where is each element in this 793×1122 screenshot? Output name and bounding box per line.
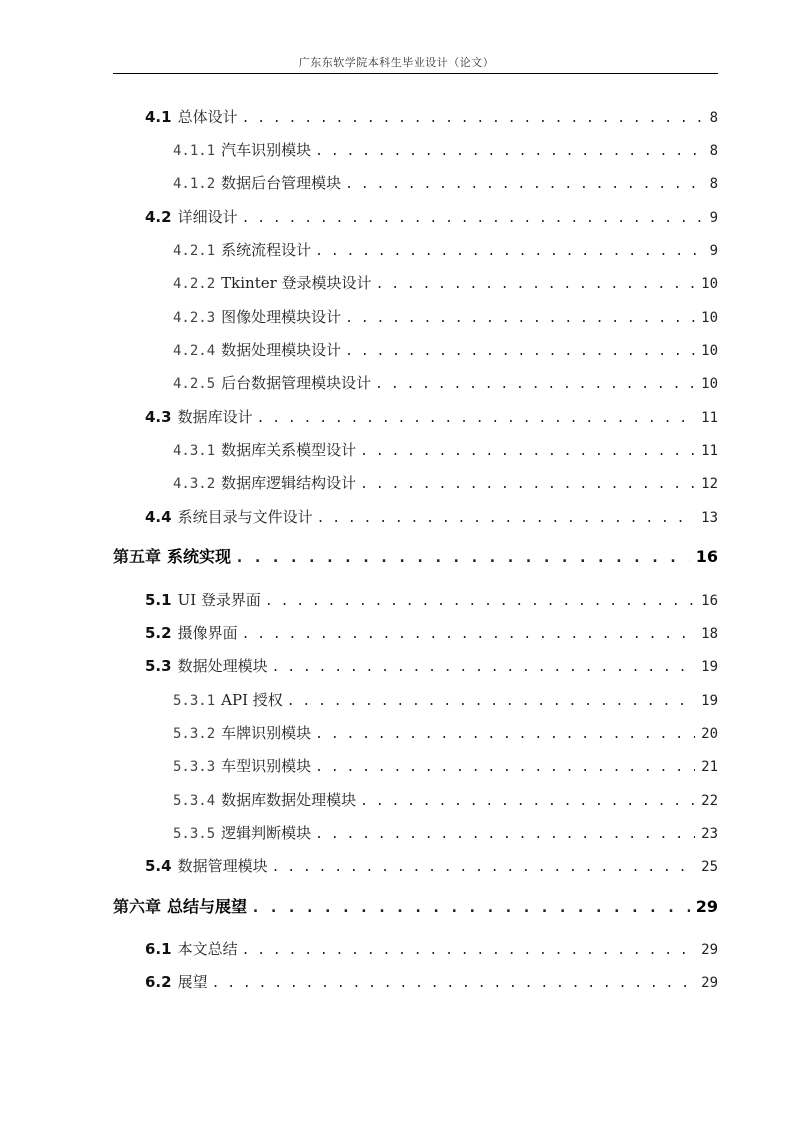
toc-title: API 授权: [221, 691, 283, 709]
toc-page: 19: [701, 693, 718, 709]
toc-page: 29: [701, 975, 718, 991]
toc-leader: [376, 273, 696, 297]
toc-chapter-title: 系统实现: [167, 547, 232, 566]
toc-leader: [345, 307, 695, 331]
toc-title: 逻辑判断模块: [221, 824, 312, 842]
toc-chapter-title: 总结与展望: [167, 897, 248, 916]
toc-leader: [360, 790, 695, 814]
toc-title: 车型识别模块: [221, 757, 312, 775]
toc-number: 5.3.3: [173, 759, 216, 775]
toc-chapter-number: 第六章: [113, 897, 162, 916]
toc-entry[interactable]: [145, 105, 718, 129]
toc-title: 数据处理模块设计: [221, 341, 342, 359]
toc-page: 12: [701, 476, 718, 492]
toc-page: 23: [701, 826, 718, 842]
toc-leader: [360, 440, 695, 464]
toc-page: 22: [701, 793, 718, 809]
toc-number: 5.4: [145, 857, 172, 875]
toc-entry[interactable]: [145, 654, 718, 678]
toc-leader: [315, 140, 703, 164]
toc-title: 详细设计: [177, 208, 238, 226]
toc-entry[interactable]: [173, 754, 718, 778]
toc-number: 4.1.1: [173, 143, 216, 159]
toc-leader: [317, 507, 696, 531]
toc-entry[interactable]: [145, 405, 718, 429]
toc-leader: [235, 545, 690, 569]
toc-leader: [242, 939, 696, 963]
toc-chapter-entry[interactable]: [113, 895, 718, 919]
toc-entry[interactable]: [145, 505, 718, 529]
toc-title: 数据后台管理模块: [221, 174, 342, 192]
toc-title: 数据库逻辑结构设计: [221, 474, 357, 492]
toc-number: 5.3.2: [173, 726, 216, 742]
toc-number: 5.1: [145, 591, 172, 609]
toc-number: 4.3: [145, 408, 172, 426]
toc-number: 4.1: [145, 108, 172, 126]
toc-leader: [287, 690, 695, 714]
toc-number: 4.3.2: [173, 476, 216, 492]
toc-chapter-entry[interactable]: [113, 545, 718, 569]
toc-leader: [265, 590, 695, 614]
toc-entry[interactable]: [173, 371, 718, 395]
toc-page: 8: [709, 110, 718, 126]
toc-entry[interactable]: [145, 205, 718, 229]
toc-number: 5.3: [145, 657, 172, 675]
toc-title: 总体设计: [177, 108, 238, 126]
toc-title: 系统目录与文件设计: [177, 508, 313, 526]
toc-title: UI 登录界面: [177, 591, 261, 609]
toc-number: 4.2.2: [173, 276, 216, 292]
toc-page: 8: [709, 143, 718, 159]
toc-leader: [345, 340, 695, 364]
toc-entry[interactable]: [173, 238, 718, 262]
toc-leader: [375, 373, 695, 397]
toc-page: 9: [709, 210, 718, 226]
toc-title: 后台数据管理模块设计: [221, 374, 372, 392]
toc-title: 数据库数据处理模块: [221, 791, 357, 809]
toc-entry[interactable]: [145, 588, 718, 612]
toc-leader: [257, 407, 696, 431]
toc-page: 13: [701, 510, 718, 526]
toc-title: 汽车识别模块: [221, 141, 312, 159]
toc-leader: [272, 656, 696, 680]
toc-title: 数据库关系模型设计: [221, 441, 357, 459]
toc-number: 4.2: [145, 208, 172, 226]
toc-page: 10: [701, 376, 718, 392]
toc-entry[interactable]: [145, 937, 718, 961]
toc-entry[interactable]: [173, 438, 718, 462]
toc-entry[interactable]: [173, 338, 718, 362]
toc-page: 18: [701, 626, 718, 642]
toc-entry[interactable]: [173, 471, 718, 495]
toc-leader: [272, 856, 696, 880]
toc-leader: [251, 895, 690, 919]
toc-leader: [242, 207, 704, 231]
toc-title: 展望: [177, 973, 208, 991]
toc-leader: [315, 823, 695, 847]
toc-entry[interactable]: [173, 721, 718, 745]
toc-chapter-number: 第五章: [113, 547, 162, 566]
toc-leader: [345, 173, 703, 197]
toc-page: 11: [701, 443, 718, 459]
toc-entry[interactable]: [145, 621, 718, 645]
toc-entry[interactable]: [173, 171, 718, 195]
toc-number: 5.3.4: [173, 793, 216, 809]
toc-page: 11: [701, 410, 718, 426]
toc-entry[interactable]: [145, 854, 718, 878]
toc-number: 4.1.2: [173, 176, 216, 192]
toc-title: 摄像界面: [177, 624, 238, 642]
page-header: 广东东软学院本科生毕业设计（论文）: [298, 56, 495, 69]
toc-title: 数据管理模块: [177, 857, 268, 875]
toc-page: 29: [701, 942, 718, 958]
toc-title: 数据处理模块: [177, 657, 268, 675]
toc-number: 4.2.5: [173, 376, 216, 392]
toc-number: 6.2: [145, 973, 172, 991]
toc-leader: [212, 972, 696, 996]
toc-page: 16: [701, 593, 718, 609]
toc-title: 数据库设计: [177, 408, 253, 426]
toc-page: 9: [709, 243, 718, 259]
toc-title: 系统流程设计: [221, 241, 312, 259]
toc-leader: [360, 473, 695, 497]
toc-number: 5.3.5: [173, 826, 216, 842]
toc-number: 5.3.1: [173, 693, 216, 709]
toc-number: 4.2.3: [173, 310, 216, 326]
toc-number: 4.4: [145, 508, 172, 526]
toc-title: 图像处理模块设计: [221, 308, 342, 326]
toc-page: 10: [701, 276, 718, 292]
toc-page: 21: [701, 759, 718, 775]
toc-page: 8: [709, 176, 718, 192]
toc-page: 19: [701, 659, 718, 675]
toc-leader: [315, 240, 703, 264]
toc-leader: [315, 756, 695, 780]
toc-entry[interactable]: [173, 821, 718, 845]
toc-page: 25: [701, 859, 718, 875]
toc-title: Tkinter 登录模块设计: [221, 274, 372, 292]
toc-number: 6.1: [145, 940, 172, 958]
toc-leader: [315, 723, 695, 747]
toc-number: 5.2: [145, 624, 172, 642]
toc-number: 4.2.1: [173, 243, 216, 259]
toc-entry[interactable]: [173, 305, 718, 329]
toc-page: 20: [701, 726, 718, 742]
toc-leader: [242, 623, 696, 647]
toc-number: 4.3.1: [173, 443, 216, 459]
toc-title: 本文总结: [177, 940, 238, 958]
toc-page: 29: [695, 897, 718, 916]
toc-page: 16: [695, 547, 718, 566]
toc-leader: [242, 107, 704, 131]
toc-entry[interactable]: [173, 688, 718, 712]
toc-entry[interactable]: [145, 970, 718, 994]
toc-page: 10: [701, 310, 718, 326]
toc-entry[interactable]: [173, 138, 718, 162]
toc-page: 10: [701, 343, 718, 359]
toc-title: 车牌识别模块: [221, 724, 312, 742]
toc-entry[interactable]: [173, 788, 718, 812]
toc-entry[interactable]: [173, 271, 718, 295]
toc-number: 4.2.4: [173, 343, 216, 359]
